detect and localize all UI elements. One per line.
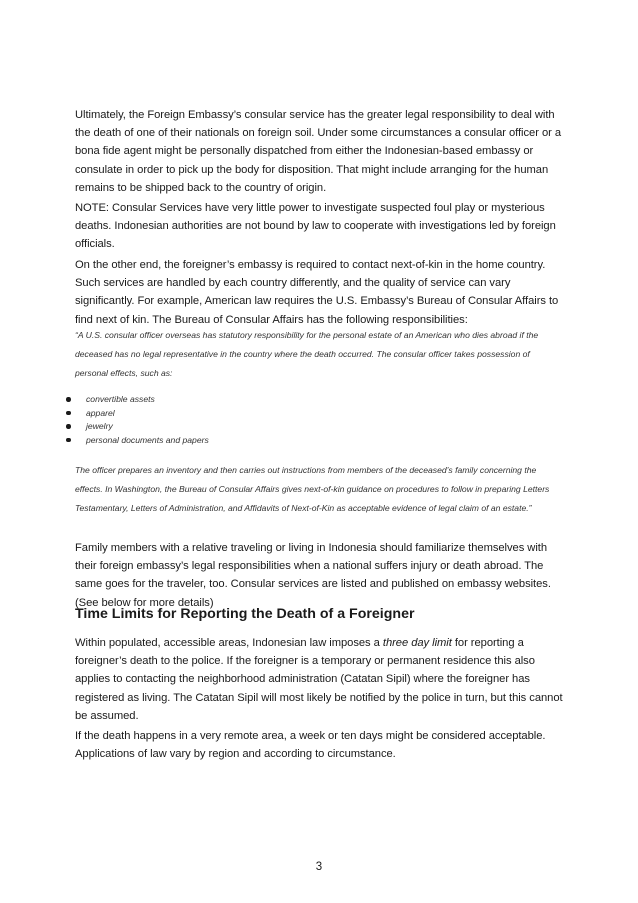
section-heading: Time Limits for Reporting the Death of a Foreigner [75, 606, 415, 622]
bullet-icon [66, 411, 71, 416]
emphasis-three-day-limit: three day limit [382, 637, 452, 649]
list-item [0, 434, 400, 448]
list-item-text: jewelry [86, 421, 113, 431]
paragraph-remote-area: If the death happens in a very remote area, a week or ten days might be considered acceptable. Applications of law vary by region and according to circumstance. [75, 730, 546, 761]
paragraph-note: NOTE: Consular Services have very little power to investigate suspected foul play or mysterious deaths. Indonesian authorities are not bound by law to cooperate with investigations led by foreign officials. [75, 202, 556, 251]
paragraph-three-day-limit [75, 634, 567, 725]
paragraph-text: Within populated, accessible areas, Indonesian law imposes a [75, 637, 383, 649]
paragraph-text: for reporting a foreigner’s death to the police. If the foreigner is a temporary or permanent residence this also applies to contacting the neighborhood administration (Catatan Sipil) where the foreigner has registered as living. The Catatan Sipil will most likely be notified by the police in turn, but this cannot be assumed. [75, 637, 563, 722]
quote-consular-officer: “A U.S. consular officer overseas has statutory responsibility for the personal estate of an American who dies abroad if the deceased has no legal representative in the country where the death occurred. The consular officer takes possession of personal effects, such as: [75, 330, 539, 378]
bullet-icon [66, 438, 71, 443]
bullet-icon [66, 397, 71, 402]
list-item [0, 420, 400, 434]
list-item [0, 393, 400, 407]
list-item [0, 407, 400, 421]
page-number: 3 [315, 861, 323, 873]
list-item-text: personal documents and papers [86, 434, 209, 445]
personal-effects-list [0, 393, 400, 447]
paragraph-next-of-kin: On the other end, the foreigner’s embassy is required to contact next-of-kin in the home country. Such services are handled by each country differently, and the quality of service can vary significantly. For example, American law requires the U.S. Embassy’s Bureau of Consular Affairs to find next of kin. The Bureau of Consular Affairs has the following responsibilities: [75, 259, 559, 326]
paragraph-family-members: Family members with a relative traveling or living in Indonesia should familiarize themselves with their foreign embassy’s legal responsibilities when a national suffers injury or death abroad. The same goes for the traveler, too. Consular services are listed and published on embassy websites. (See below for more details) [75, 542, 551, 609]
quote-officer-inventory: The officer prepares an inventory and then carries out instructions from members of the deceased’s family concerning the effects. In Washington, the Bureau of Consular Affairs gives next-of-kin guidance on procedures to follow in preparing Letters Testamentary, Letters of Administration, and Affidavits of Next-of-Kin as acceptable evidence of legal claim of an estate.” [75, 465, 550, 513]
bullet-icon [66, 424, 71, 429]
list-item-text: convertible assets [86, 394, 155, 404]
paragraph-embassy-responsibility: Ultimately, the Foreign Embassy’s consular service has the greater legal responsibility to deal with the death of one of their nationals on foreign soil. Under some circumstances a consular officer or a bona fide agent might be personally dispatched from either the Indonesian-based embassy or consulate in order to pick up the body for disposition. That might include arranging for the human remains to be shipped back to the country of origin. [75, 109, 562, 194]
list-item-text: apparel [86, 407, 115, 418]
